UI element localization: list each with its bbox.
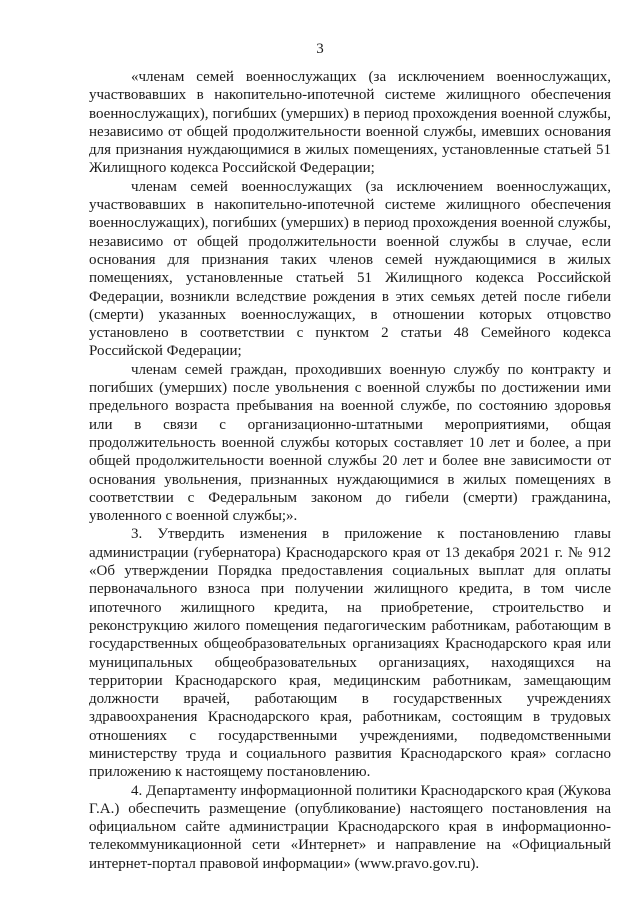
paragraph-item-3-approve-changes: 3. Утвердить изменения в приложение к постановлению главы администрации (губернатора) Краснодарского края от 13 декабря 2021 г. № 912 «Об утверждении Порядка предоставления социальных выплат для оплаты первоначального взноса при получении жилищного кредита, в том числе ипотечного жилищного кредита, на приобретение, строительство и реконструкцию жилого помещения педагогическим работникам, работающим в государственных общеобразовательных организациях Краснодарского края или муниципальных общеобразовательных организациях, находящихся на территории Краснодарского края, медицинским работникам, замещающим должности врачей, работающим в государственных учреждениях здравоохранения Краснодарского края, работникам, состоящим в трудовых отношениях с государственными учреждениями, подведомственными министерству труда и социального развития Краснодарского края» согласно приложению к настоящему постановлению. — [89, 526, 611, 781]
document-body — [89, 68, 611, 873]
paragraph-contract-service-families: членам семей граждан, проходивших военную службу по контракту и погибших (умерших) после увольнения с военной службы по достижении ими предельного возраста пребывания на военной службе, по состоянию здоровья или в связи с организационно-штатными мероприятиями, общая продолжительность военной службы которых составляет 10 лет и более, а при общей продолжительности военной службы 20 лет и более вне зависимости от основания увольнения, признанных нуждающимися в жилых помещениях в соответствии с Федеральным законом до гибели (смерти) гражданина, уволенного с военной службы;». — [89, 361, 611, 525]
paragraph-military-families-2: членам семей военнослужащих (за исключением военнослужащих, участвовавших в накопительно-ипотечной системе жилищного обеспечения военнослужащих), погибших (умерших) в период прохождения военной службы, независимо от общей продолжительности военной службы в случае, если основания для признания таких членов семей нуждающимися в жилых помещениях, установленные статьей 51 Жилищного кодекса Российской Федерации, возникли вследствие рождения в этих семьях детей после гибели (смерти) указанных военнослужащих, в отношении которых отцовство установлено в соответствии с пунктом 2 статьи 48 Семейного кодекса Российской Федерации; — [89, 178, 611, 360]
paragraph-military-families-1: «членам семей военнослужащих (за исключением военнослужащих, участвовавших в накопительно-ипотечной системе жилищного обеспечения военнослужащих), погибших (умерших) в период прохождения военной службы, независимо от общей продолжительности военной службы, имевших основания для признания нуждающимися в жилых помещениях, установленные статьей 51 Жилищного кодекса Российской Федерации; — [89, 69, 611, 177]
page-number: 3 — [316, 41, 324, 57]
paragraph-item-4-publication: 4. Департаменту информационной политики Краснодарского края (Жукова Г.А.) обеспечить размещение (опубликование) настоящего постановления на официальном сайте администрации Краснодарского края в информационно-телекоммуникационной сети «Интернет» и направление на «Официальный интернет-портал правовой информации» (www.pravo.gov.ru). — [89, 782, 611, 872]
